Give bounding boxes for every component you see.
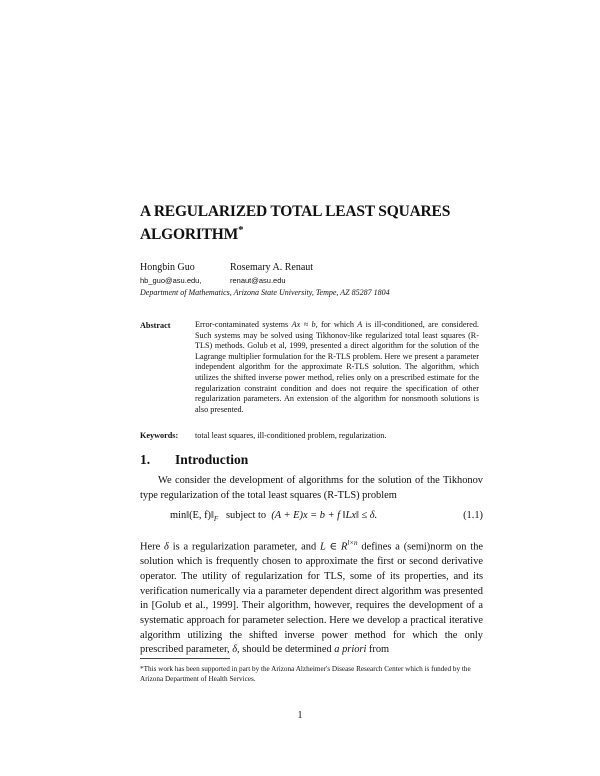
equation-number: (1.1) bbox=[463, 510, 483, 521]
author-2: Rosemary A. Renaut bbox=[230, 262, 314, 273]
author-emails bbox=[140, 276, 286, 285]
email-1[interactable]: hb_guo@asu.edu, bbox=[140, 276, 202, 285]
abstract-text: Error-contaminated systems Ax ≈ b, for which A is ill-conditioned, are considered. Such systems may be solved using Tikhonov-like regularized total least squares (R-TLS) methods. Golub et al, 1999, presented a direct algorithm for the solution of the Lagrange multiplier formulation for the R-TLS problem. Here we present a parameter independent algorithm for the approximate R-TLS solution. The algorithm, which utilizes the shifted inverse power method, relies only on a prescribed estimate for the regularization constraint condition and does not require the specification of other regularization parameters. An extension of the algorithm for nonsmooth solutions is also presented. bbox=[195, 320, 479, 414]
equation-1-1: min‖(E, $f)‖_F$ subject to (A + E)x = b + f ‖Lx‖ ≤ δ. (1.1) bbox=[170, 510, 483, 524]
affiliation: Department of Mathematics, Arizona State University, Tempe, AZ 85287 1804 bbox=[140, 288, 390, 297]
intro-paragraph-2: Here δ is a regularization parameter, and L ∈ $R^{l\times n}$ defines a (semi)norm on the solution which is frequently chosen to approximate the first or second derivative operator. The utility of regularization for TLS, some of its properties, and its verification numerically via a parameter dependent direct algorithm was presented in [Golub et al., 1999]. Their algorithm, however, requires the development of a systematic approach for parameter selection. Here we develop a practical iterative algorithm utilizing the shifted inverse power method for which the only prescribed parameter, δ, should be determined a priori from bbox=[140, 539, 483, 656]
title-footnote-mark: * bbox=[238, 224, 244, 236]
intro-paragraph-1: We consider the development of algorithms for the solution of the Tikhonov type regularization of the total least squares (R-TLS) problem bbox=[140, 475, 483, 501]
authors bbox=[140, 262, 313, 273]
abstract-label: Abstract bbox=[140, 321, 171, 330]
keywords-label: Keywords: bbox=[140, 431, 179, 440]
footnote-rule bbox=[140, 658, 230, 659]
paper-title: A REGULARIZED TOTAL LEAST SQUARES ALGORITHM* bbox=[140, 203, 451, 243]
author-1: Hongbin Guo bbox=[140, 262, 195, 273]
footnote: *This work has been supported in part by the Arizona Alzheimer's Disease Research Center which is funded by the Arizona Department of Health Services. bbox=[140, 665, 471, 683]
keywords-text: total least squares, ill-conditioned problem, regularization. bbox=[195, 431, 387, 440]
math-ax-b: Ax ≈ b bbox=[291, 320, 316, 329]
section-number: 1. bbox=[140, 452, 151, 467]
page-number: 1 bbox=[297, 710, 303, 721]
section-title: Introduction bbox=[175, 452, 249, 467]
section-heading bbox=[140, 452, 248, 468]
math-A: A bbox=[357, 320, 363, 329]
email-2[interactable]: renaut@asu.edu bbox=[230, 276, 286, 285]
